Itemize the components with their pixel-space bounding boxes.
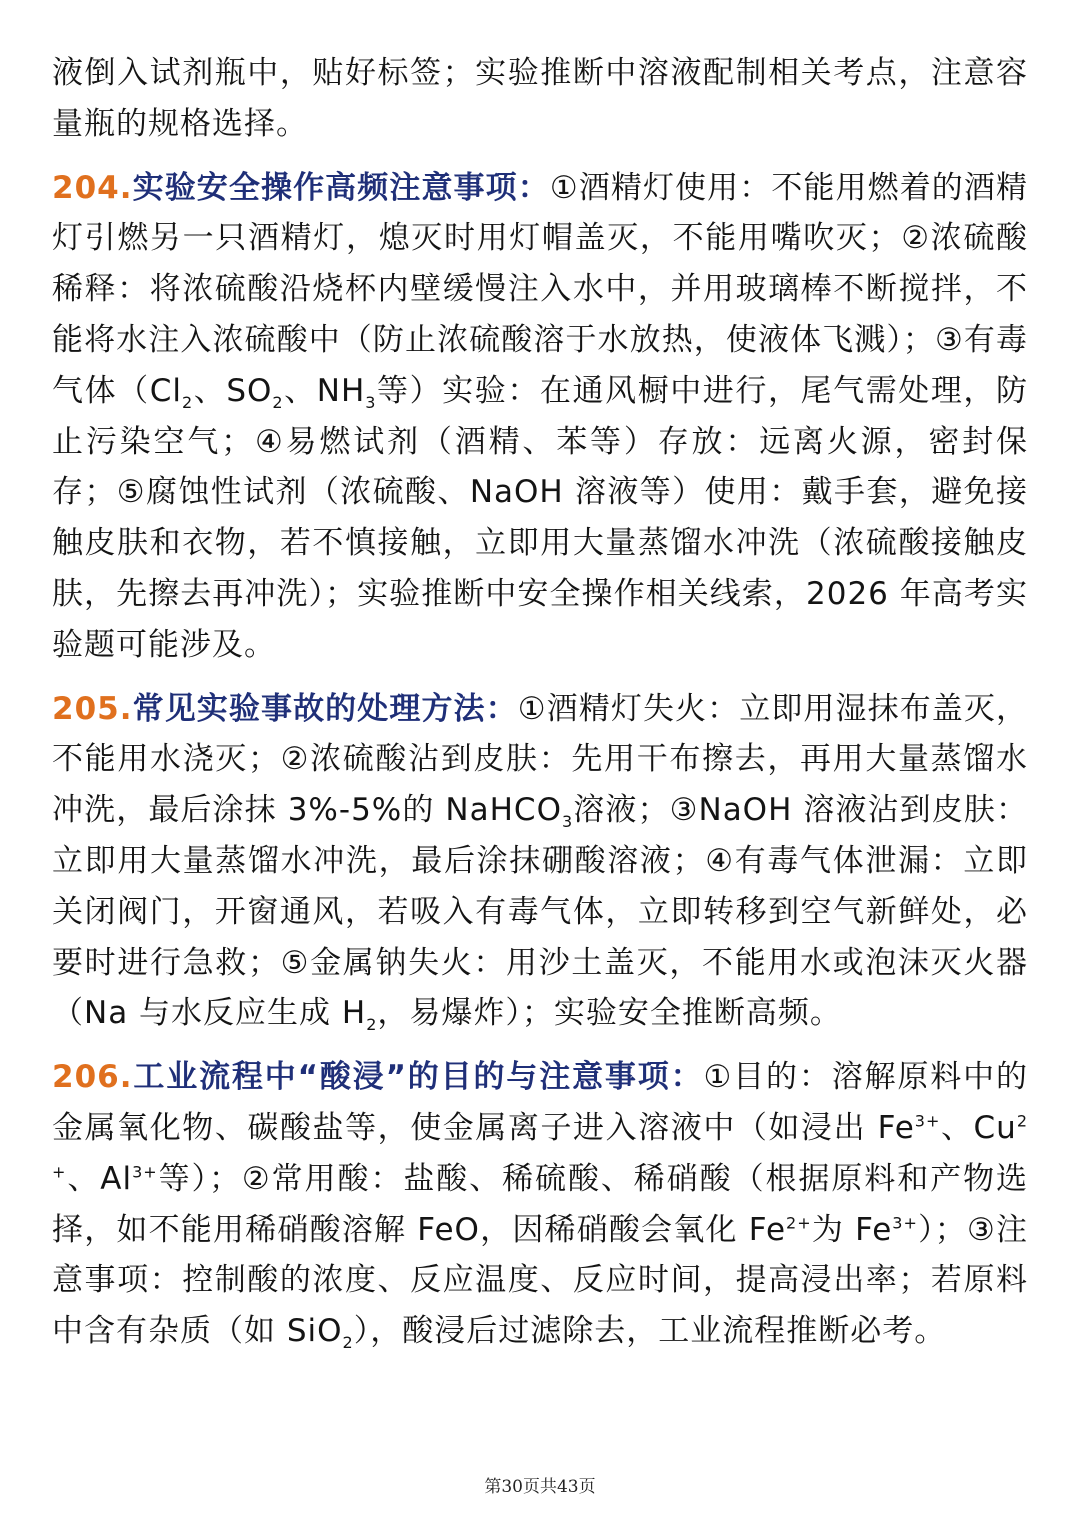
body-text: 液倒入试剂瓶中，贴好标签；实验推断中溶液配制相关考点，注意容量瓶的规格选择。 bbox=[52, 55, 1028, 142]
body-text: ①酒精灯使用：不能用燃着的酒精灯引燃另一只酒精灯，熄灭时用灯帽盖灭，不能用嘴吹灭；②浓硫酸稀释：将浓硫酸沿烧杯内壁缓慢注入水中，并用玻璃棒不断搅拌，不能将水注入浓硫酸中（防止浓硫酸溶于水放热，使液体飞溅）；③有毒气体（Cl bbox=[52, 169, 1029, 409]
body-text: ），酸浸后过滤除去，工业流程推断必考。 bbox=[353, 1313, 947, 1350]
body-text: ①目的：溶解原料中的金属氧化物、碳酸盐等，使金属离子进入溶液中（如浸出 Fe bbox=[52, 1059, 1029, 1146]
item-number: 205. bbox=[52, 690, 133, 727]
paragraph-204 bbox=[52, 163, 1028, 671]
item-heading: 实验安全操作高频注意事项： bbox=[132, 169, 550, 206]
item-heading: 工业流程中“酸浸”的目的与注意事项： bbox=[132, 1059, 704, 1096]
subscript: 2 bbox=[366, 1015, 378, 1035]
item-number: 206. bbox=[52, 1059, 133, 1096]
body-text: 、NH bbox=[283, 372, 366, 409]
page-footer: 第30页共43页 bbox=[484, 1477, 596, 1497]
subscript: 3 bbox=[365, 392, 377, 412]
subscript: 2 bbox=[342, 1333, 354, 1353]
subscript: 3 bbox=[561, 812, 574, 832]
body-text: 等）；②常用酸：盐酸、稀硫酸、稀硝酸（根据原料和产物选择，如不能用稀硝酸溶解 FeO，因稀硝酸会氧化 Fe bbox=[52, 1160, 1028, 1248]
superscript: 3+ bbox=[892, 1213, 918, 1233]
paragraph-206 bbox=[52, 1052, 1028, 1357]
body-text: 、SO bbox=[193, 372, 273, 409]
superscript: 3+ bbox=[914, 1111, 941, 1131]
body-text: ①酒精灯失火：立即用湿抹布盖灭，不能用水浇灭；②浓硫酸沾到皮肤：先用干布擦去，再用大量蒸馏水冲洗，最后涂抹 3%-5%的 NaHCO bbox=[52, 690, 1029, 829]
superscript: 3+ bbox=[132, 1162, 158, 1182]
body-text: 溶液；③NaOH 溶液沾到皮肤：立即用大量蒸馏水冲洗，最后涂抹硼酸溶液；④有毒气体泄漏：立即关闭阀门，开窗通风，若吸入有毒气体，立即转移到空气新鲜处，必要时进行急救；⑤金属钠失火：用沙土盖灭，不能用水或泡沫灭火器（Na 与水反应生成 H bbox=[52, 792, 1029, 1032]
document-page bbox=[52, 48, 1028, 1370]
body-text: 、Al bbox=[66, 1160, 133, 1197]
paragraph-203-continued bbox=[52, 48, 1028, 150]
subscript: 2 bbox=[182, 392, 194, 412]
superscript: 2+ bbox=[786, 1213, 812, 1233]
body-text: 、Cu bbox=[940, 1109, 1017, 1146]
superscript: 2+ bbox=[52, 1111, 1029, 1182]
body-text: 等）实验：在通风橱中进行，尾气需处理，防止污染空气；④易燃试剂（酒精、苯等）存放：远离火源，密封保存；⑤腐蚀性试剂（浓硫酸、NaOH 溶液等）使用：戴手套，避免接触皮肤和衣物，若不慎接触，立即用大量蒸馏水冲洗（浓硫酸接触皮肤，先擦去再冲洗）；实验推断中安全操作相关线索，2026 年高考实验题可能涉及。 bbox=[52, 372, 1029, 663]
paragraph-205 bbox=[52, 684, 1028, 1040]
item-heading: 常见实验事故的处理方法： bbox=[132, 690, 518, 727]
subscript: 2 bbox=[272, 392, 284, 412]
body-text: 为 Fe bbox=[811, 1211, 893, 1248]
item-number: 204. bbox=[52, 169, 133, 206]
body-text: ）；③注意事项：控制酸的浓度、反应温度、反应时间，提高浸出率；若原料中含有杂质（如 SiO bbox=[52, 1211, 1028, 1350]
body-text: ，易爆炸）；实验安全推断高频。 bbox=[377, 995, 842, 1032]
